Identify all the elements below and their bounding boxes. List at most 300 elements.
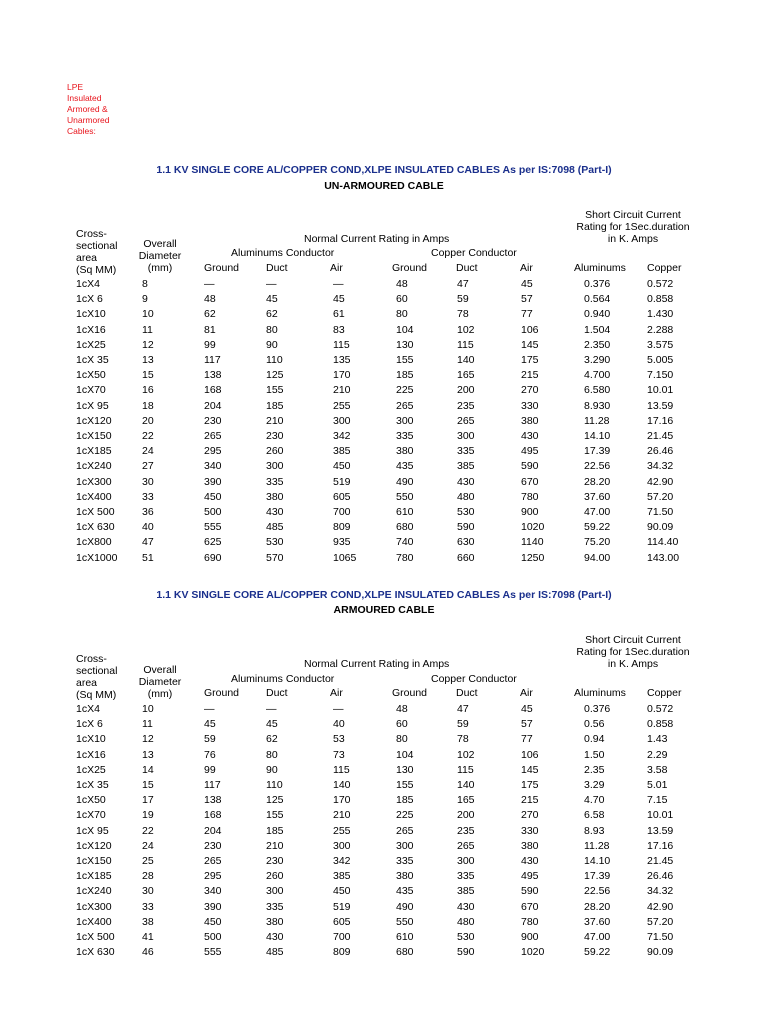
cell-sc-copper: 3.58 bbox=[647, 763, 668, 776]
cell-sc-copper: 1.430 bbox=[647, 308, 674, 321]
cell-cu-duct: 530 bbox=[457, 506, 475, 518]
cell-cu-duct: 47 bbox=[457, 703, 469, 715]
cell-size: 1cX185 bbox=[76, 870, 112, 883]
cell-sc-copper: 17.16 bbox=[647, 414, 674, 427]
cell-size: 1cX150 bbox=[76, 855, 112, 867]
cell-al-air: 45 bbox=[333, 293, 345, 306]
cell-al-air: 342 bbox=[333, 855, 351, 867]
cell-diameter: 27 bbox=[142, 460, 154, 473]
cell-sc-copper: 57.20 bbox=[647, 915, 674, 928]
cell-sc-aluminums: 0.940 bbox=[584, 308, 611, 321]
cell-sc-aluminums: 2.35 bbox=[584, 763, 605, 776]
cell-sc-copper: 21.45 bbox=[647, 430, 674, 442]
cell-diameter: 46 bbox=[142, 946, 154, 959]
cell-sc-copper: 2.288 bbox=[647, 323, 674, 336]
cell-al-duct: 260 bbox=[266, 445, 284, 458]
cell-cu-air: 1140 bbox=[521, 536, 544, 549]
cell-cu-air: 270 bbox=[521, 809, 539, 822]
cell-diameter: 17 bbox=[142, 794, 154, 807]
cell-al-ground: 117 bbox=[204, 779, 221, 791]
cell-al-air: 73 bbox=[333, 748, 345, 761]
cell-sc-aluminums: 2.350 bbox=[584, 338, 611, 351]
cell-cu-ground: 185 bbox=[396, 369, 414, 382]
cell-cu-duct: 59 bbox=[457, 293, 469, 306]
cell-diameter: 15 bbox=[142, 779, 154, 791]
cell-cu-air: 590 bbox=[521, 460, 539, 473]
cell-cu-ground: 550 bbox=[396, 915, 414, 928]
cell-sc-aluminums: 94.00 bbox=[584, 551, 611, 564]
cell-sc-aluminums: 11.28 bbox=[584, 414, 610, 427]
cell-cu-air: 430 bbox=[521, 855, 539, 867]
cell-al-duct: 125 bbox=[266, 794, 284, 807]
cell-cu-air: 330 bbox=[521, 399, 539, 412]
cell-al-duct: 185 bbox=[266, 399, 284, 412]
cell-al-ground: 555 bbox=[204, 946, 222, 959]
header-short-circuit: Short Circuit Current Rating for 1Sec.duration in K. Amps bbox=[576, 209, 690, 245]
cell-al-air: 61 bbox=[333, 308, 345, 321]
cell-sc-aluminums: 0.376 bbox=[584, 703, 611, 715]
cell-al-air: 53 bbox=[333, 733, 345, 746]
cell-cu-duct: 335 bbox=[457, 445, 475, 458]
cell-al-ground: 59 bbox=[204, 733, 216, 746]
cell-cu-air: 45 bbox=[521, 703, 533, 715]
cell-diameter: 47 bbox=[142, 536, 154, 549]
cell-al-air: 115 bbox=[333, 338, 350, 351]
cell-cu-ground: 130 bbox=[396, 338, 414, 351]
cell-cu-duct: 480 bbox=[457, 915, 475, 928]
cell-cu-ground: 680 bbox=[396, 946, 414, 959]
cell-sc-aluminums: 11.28 bbox=[584, 839, 610, 852]
cell-size: 1cX16 bbox=[76, 748, 106, 761]
cell-al-ground: 168 bbox=[204, 809, 222, 822]
cell-diameter: 11 bbox=[142, 323, 153, 336]
cell-al-duct: 430 bbox=[266, 931, 284, 943]
cell-sc-copper: 71.50 bbox=[647, 931, 674, 943]
cell-diameter: 24 bbox=[142, 839, 154, 852]
cell-size: 1cX1000 bbox=[76, 551, 118, 564]
cell-cu-ground: 225 bbox=[396, 809, 414, 822]
cell-sc-aluminums: 59.22 bbox=[584, 521, 611, 534]
cell-al-duct: — bbox=[266, 703, 277, 715]
cell-al-duct: 430 bbox=[266, 506, 284, 518]
cell-cu-air: 57 bbox=[521, 718, 533, 731]
cell-cu-duct: 115 bbox=[457, 338, 474, 351]
cell-size: 1cX 95 bbox=[76, 399, 109, 412]
cell-cu-ground: 435 bbox=[396, 885, 414, 898]
cell-al-ground: 76 bbox=[204, 748, 216, 761]
cell-cu-air: 900 bbox=[521, 506, 539, 518]
cell-sc-copper: 57.20 bbox=[647, 490, 674, 503]
cell-diameter: 12 bbox=[142, 338, 154, 351]
cell-al-ground: 690 bbox=[204, 551, 222, 564]
cell-diameter: 14 bbox=[142, 763, 154, 776]
cell-cu-air: 57 bbox=[521, 293, 533, 306]
note-line: Insulated bbox=[67, 93, 102, 103]
header-overall-diameter: Overall Diameter (mm) bbox=[138, 664, 182, 700]
cell-al-ground: 450 bbox=[204, 490, 222, 503]
header-duct-cu: Duct bbox=[456, 262, 478, 274]
cell-al-ground: 625 bbox=[204, 536, 222, 549]
cell-al-duct: 110 bbox=[266, 354, 283, 366]
cell-sc-copper: 114.40 bbox=[647, 536, 679, 549]
cell-cu-duct: 590 bbox=[457, 946, 475, 959]
cell-size: 1cX25 bbox=[76, 338, 106, 351]
cell-sc-copper: 5.005 bbox=[647, 354, 674, 366]
cell-size: 1cX 6 bbox=[76, 293, 103, 306]
note-line: LPE bbox=[67, 82, 84, 92]
cell-diameter: 15 bbox=[142, 369, 154, 382]
cell-al-ground: 204 bbox=[204, 824, 222, 837]
cell-cu-ground: 60 bbox=[396, 293, 408, 306]
cell-size: 1cX 500 bbox=[76, 506, 115, 518]
cell-cu-duct: 235 bbox=[457, 824, 475, 837]
cell-size: 1cX4 bbox=[76, 278, 100, 290]
cell-sc-aluminums: 28.20 bbox=[584, 900, 611, 913]
cell-al-air: 450 bbox=[333, 885, 351, 898]
cell-cu-air: 1250 bbox=[521, 551, 545, 564]
cell-cu-duct: 385 bbox=[457, 460, 475, 473]
section-subtitle: ARMOURED CABLE bbox=[333, 604, 435, 616]
cell-sc-copper: 0.858 bbox=[647, 293, 674, 306]
cell-cu-ground: 265 bbox=[396, 399, 414, 412]
note-line: Unarmored bbox=[67, 115, 110, 125]
cell-al-air: 605 bbox=[333, 490, 351, 503]
cell-diameter: 40 bbox=[142, 521, 154, 534]
cell-al-duct: 155 bbox=[266, 809, 284, 822]
cell-al-duct: 570 bbox=[266, 551, 284, 564]
cell-cu-air: 380 bbox=[521, 839, 539, 852]
cell-sc-aluminums: 28.20 bbox=[584, 475, 611, 488]
cell-size: 1cX800 bbox=[76, 536, 112, 549]
cell-cu-ground: 490 bbox=[396, 900, 414, 913]
cell-al-air: 300 bbox=[333, 839, 351, 852]
cell-sc-copper: 3.575 bbox=[647, 338, 674, 351]
header-air-cu: Air bbox=[520, 687, 533, 699]
cell-cu-ground: 610 bbox=[396, 506, 414, 518]
cell-al-ground: 81 bbox=[204, 323, 216, 336]
cell-sc-aluminums: 17.39 bbox=[584, 445, 611, 458]
header-aluminums-conductor: Aluminums Conductor bbox=[231, 247, 335, 259]
cell-diameter: 30 bbox=[142, 885, 154, 898]
cell-cu-duct: 78 bbox=[457, 733, 469, 746]
cell-sc-copper: 7.150 bbox=[647, 369, 674, 382]
cell-al-duct: 210 bbox=[266, 839, 284, 852]
cell-sc-aluminums: 3.29 bbox=[584, 779, 605, 791]
cell-size: 1cX 95 bbox=[76, 824, 109, 837]
cell-sc-aluminums: 6.58 bbox=[584, 809, 605, 822]
cell-cu-ground: 185 bbox=[396, 794, 414, 807]
cell-al-ground: 265 bbox=[204, 430, 222, 442]
cell-al-ground: 500 bbox=[204, 931, 222, 943]
cell-cu-air: 1020 bbox=[521, 521, 545, 534]
cell-sc-aluminums: 22.56 bbox=[584, 885, 611, 898]
cell-cu-ground: 335 bbox=[396, 855, 414, 867]
cell-cu-air: 495 bbox=[521, 445, 539, 458]
cell-al-duct: 530 bbox=[266, 536, 284, 549]
section-subtitle: UN-ARMOURED CABLE bbox=[324, 180, 444, 192]
cell-al-duct: 125 bbox=[266, 369, 284, 382]
cell-cu-ground: 265 bbox=[396, 824, 414, 837]
cell-al-air: 300 bbox=[333, 414, 351, 427]
cell-cu-ground: 780 bbox=[396, 551, 414, 564]
cell-sc-copper: 26.46 bbox=[647, 445, 674, 458]
cell-sc-aluminums: 47.00 bbox=[584, 931, 611, 943]
header-aluminums: Aluminums bbox=[574, 262, 626, 274]
note-line: Cables: bbox=[67, 126, 96, 136]
note-line: Armored & bbox=[67, 104, 108, 114]
header-ground-cu: Ground bbox=[392, 687, 428, 699]
cell-al-duct: 230 bbox=[266, 430, 284, 442]
cell-al-air: 1065 bbox=[333, 551, 357, 564]
cell-sc-aluminums: 37.60 bbox=[584, 490, 611, 503]
cell-size: 1cX10 bbox=[76, 308, 106, 321]
cell-size: 1cX70 bbox=[76, 809, 106, 822]
cell-cu-duct: 530 bbox=[457, 931, 475, 943]
cell-cu-duct: 660 bbox=[457, 551, 475, 564]
cell-al-air: 40 bbox=[333, 718, 345, 731]
header-copper: Copper bbox=[647, 262, 682, 274]
cell-cu-air: 430 bbox=[521, 430, 539, 442]
cell-al-air: 809 bbox=[333, 521, 351, 534]
header-duct-cu: Duct bbox=[456, 687, 478, 699]
cell-size: 1cX10 bbox=[76, 733, 106, 746]
cell-sc-aluminums: 6.580 bbox=[584, 384, 611, 397]
cell-al-duct: 485 bbox=[266, 521, 284, 534]
header-ground-cu: Ground bbox=[392, 262, 428, 274]
cell-cu-duct: 590 bbox=[457, 521, 475, 534]
cell-sc-copper: 13.59 bbox=[647, 399, 674, 412]
cell-cu-ground: 435 bbox=[396, 460, 414, 473]
header-copper: Copper bbox=[647, 687, 682, 699]
cell-size: 1cX 500 bbox=[76, 931, 115, 943]
header-aluminums-conductor: Aluminums Conductor bbox=[231, 673, 335, 685]
cell-cu-air: 495 bbox=[521, 870, 539, 883]
cell-size: 1cX25 bbox=[76, 763, 106, 776]
cell-al-air: 135 bbox=[333, 354, 351, 366]
cell-al-duct: 380 bbox=[266, 915, 284, 928]
header-overall-diameter: Overall Diameter (mm) bbox=[138, 238, 182, 274]
cell-al-duct: 90 bbox=[266, 338, 278, 351]
cell-cu-duct: 335 bbox=[457, 870, 475, 883]
cell-cu-ground: 80 bbox=[396, 308, 408, 321]
cell-sc-copper: 143.00 bbox=[647, 551, 680, 564]
cell-diameter: 24 bbox=[142, 445, 154, 458]
cell-cu-air: 45 bbox=[521, 278, 533, 290]
cell-diameter: 36 bbox=[142, 506, 154, 518]
cell-cu-air: 780 bbox=[521, 915, 539, 928]
cell-al-ground: 340 bbox=[204, 460, 222, 473]
cell-cu-air: 145 bbox=[521, 338, 539, 351]
cell-cu-air: 77 bbox=[521, 733, 533, 746]
cell-sc-aluminums: 37.60 bbox=[584, 915, 611, 928]
cell-al-air: 140 bbox=[333, 779, 351, 791]
cell-al-ground: 117 bbox=[204, 354, 221, 366]
cell-al-air: 809 bbox=[333, 946, 351, 959]
cell-sc-aluminums: 75.20 bbox=[584, 536, 611, 549]
cell-size: 1cX50 bbox=[76, 369, 106, 382]
cell-al-duct: 260 bbox=[266, 870, 284, 883]
cell-diameter: 33 bbox=[142, 490, 154, 503]
cell-cu-ground: 335 bbox=[396, 430, 414, 442]
cell-al-ground: 555 bbox=[204, 521, 222, 534]
cell-cu-ground: 610 bbox=[396, 931, 414, 943]
cell-sc-copper: 10.01 bbox=[647, 809, 674, 822]
cell-sc-aluminums: 8.930 bbox=[584, 399, 611, 412]
cell-cu-ground: 490 bbox=[396, 475, 414, 488]
cell-size: 1cX150 bbox=[76, 430, 112, 442]
cell-cu-air: 215 bbox=[521, 794, 539, 807]
cell-al-air: 385 bbox=[333, 445, 351, 458]
cell-cu-air: 145 bbox=[521, 763, 539, 776]
cell-cu-duct: 300 bbox=[457, 855, 475, 867]
cell-al-air: — bbox=[333, 278, 344, 290]
cell-cu-duct: 200 bbox=[457, 384, 475, 397]
cell-sc-copper: 34.32 bbox=[647, 460, 674, 473]
cell-al-ground: 340 bbox=[204, 885, 222, 898]
cell-cu-ground: 300 bbox=[396, 414, 414, 427]
cell-cu-air: 670 bbox=[521, 475, 539, 488]
cell-sc-aluminums: 1.504 bbox=[584, 323, 611, 336]
cell-cu-ground: 130 bbox=[396, 763, 414, 776]
cell-al-duct: 110 bbox=[266, 779, 283, 791]
cell-cu-duct: 385 bbox=[457, 885, 475, 898]
cell-al-ground: 230 bbox=[204, 414, 222, 427]
cell-al-air: 342 bbox=[333, 430, 351, 442]
cell-cu-air: 106 bbox=[521, 748, 539, 761]
cell-al-ground: 48 bbox=[204, 293, 216, 306]
cell-al-air: 700 bbox=[333, 931, 351, 943]
cell-sc-aluminums: 59.22 bbox=[584, 946, 611, 959]
cell-al-air: 519 bbox=[333, 475, 351, 488]
cell-cu-air: 106 bbox=[521, 323, 539, 336]
cell-al-air: 210 bbox=[333, 384, 351, 397]
cell-cu-air: 380 bbox=[521, 414, 539, 427]
cell-diameter: 8 bbox=[142, 278, 148, 290]
cell-al-duct: 62 bbox=[266, 733, 278, 746]
cell-size: 1cX 6 bbox=[76, 718, 103, 731]
cell-cu-ground: 80 bbox=[396, 733, 408, 746]
header-copper-conductor: Copper Conductor bbox=[431, 673, 517, 685]
cell-diameter: 16 bbox=[142, 384, 154, 397]
cell-size: 1cX70 bbox=[76, 384, 106, 397]
cell-cu-ground: 48 bbox=[396, 278, 408, 290]
cell-diameter: 38 bbox=[142, 915, 154, 928]
cell-cu-ground: 155 bbox=[396, 354, 414, 366]
cell-al-ground: 295 bbox=[204, 870, 222, 883]
cell-al-air: 935 bbox=[333, 536, 351, 549]
header-copper-conductor: Copper Conductor bbox=[431, 247, 517, 259]
cell-sc-copper: 10.01 bbox=[647, 384, 674, 397]
cell-al-air: 255 bbox=[333, 399, 351, 412]
cell-al-air: — bbox=[333, 703, 344, 715]
cell-cu-ground: 680 bbox=[396, 521, 414, 534]
cell-al-ground: 390 bbox=[204, 475, 222, 488]
header-ground-al: Ground bbox=[204, 262, 240, 274]
cell-cu-air: 1020 bbox=[521, 946, 545, 959]
cell-cu-air: 900 bbox=[521, 931, 539, 943]
cell-cu-duct: 430 bbox=[457, 900, 475, 913]
cell-al-air: 605 bbox=[333, 915, 351, 928]
cell-al-duct: 300 bbox=[266, 460, 284, 473]
cell-cu-air: 175 bbox=[521, 354, 539, 366]
cell-size: 1cX50 bbox=[76, 794, 106, 807]
cell-size: 1cX240 bbox=[76, 460, 112, 473]
cell-sc-aluminums: 0.94 bbox=[584, 733, 605, 746]
cell-cu-ground: 48 bbox=[396, 703, 408, 715]
cell-al-duct: 335 bbox=[266, 900, 284, 913]
cell-sc-aluminums: 4.700 bbox=[584, 369, 611, 382]
header-cross-section: Cross- sectional area (Sq MM) bbox=[76, 228, 118, 276]
cell-cu-air: 590 bbox=[521, 885, 539, 898]
cell-cu-duct: 430 bbox=[457, 475, 475, 488]
cell-diameter: 28 bbox=[142, 870, 154, 883]
cell-diameter: 9 bbox=[142, 293, 148, 306]
cell-cu-air: 77 bbox=[521, 308, 533, 321]
section-title: 1.1 KV SINGLE CORE AL/COPPER COND,XLPE INSULATED CABLES As per IS:7098 (Part-I) bbox=[156, 589, 612, 601]
header-normal-rating: Normal Current Rating in Amps bbox=[304, 658, 450, 670]
cell-size: 1cX16 bbox=[76, 323, 106, 336]
cell-cu-duct: 235 bbox=[457, 399, 475, 412]
cell-sc-aluminums: 14.10 bbox=[584, 430, 611, 442]
cell-cu-duct: 47 bbox=[457, 278, 469, 290]
header-ground-al: Ground bbox=[204, 687, 240, 699]
header-short-circuit: Short Circuit Current Rating for 1Sec.duration in K. Amps bbox=[576, 634, 690, 670]
cell-al-ground: — bbox=[204, 703, 215, 715]
header-air-al: Air bbox=[330, 687, 343, 699]
cell-al-ground: 168 bbox=[204, 384, 222, 397]
header-aluminums: Aluminums bbox=[574, 687, 626, 699]
cell-sc-copper: 0.858 bbox=[647, 718, 674, 731]
cell-cu-ground: 300 bbox=[396, 839, 414, 852]
cell-cu-ground: 550 bbox=[396, 490, 414, 503]
cell-al-ground: 45 bbox=[204, 718, 216, 731]
cell-al-air: 83 bbox=[333, 323, 345, 336]
cell-al-ground: 450 bbox=[204, 915, 222, 928]
cell-sc-copper: 2.29 bbox=[647, 748, 668, 761]
header-air-al: Air bbox=[330, 262, 343, 274]
cell-size: 1cX120 bbox=[76, 839, 112, 852]
cell-size: 1cX 630 bbox=[76, 521, 115, 534]
cell-cu-duct: 115 bbox=[457, 763, 474, 776]
cell-sc-copper: 90.09 bbox=[647, 946, 674, 959]
cell-al-air: 385 bbox=[333, 870, 351, 883]
cell-sc-aluminums: 0.564 bbox=[584, 293, 611, 306]
cell-sc-copper: 5.01 bbox=[647, 779, 668, 791]
cell-cu-duct: 265 bbox=[457, 414, 475, 427]
cell-sc-aluminums: 17.39 bbox=[584, 870, 611, 883]
cell-sc-copper: 34.32 bbox=[647, 885, 674, 898]
cell-al-ground: 265 bbox=[204, 855, 222, 867]
cell-al-air: 170 bbox=[333, 794, 351, 807]
cell-sc-aluminums: 8.93 bbox=[584, 824, 605, 837]
cell-cu-duct: 140 bbox=[457, 354, 475, 366]
cell-sc-aluminums: 22.56 bbox=[584, 460, 611, 473]
header-air-cu: Air bbox=[520, 262, 533, 274]
cell-al-duct: 335 bbox=[266, 475, 284, 488]
header-normal-rating: Normal Current Rating in Amps bbox=[304, 233, 450, 245]
cell-cu-air: 780 bbox=[521, 490, 539, 503]
cell-size: 1cX400 bbox=[76, 915, 112, 928]
cell-al-ground: 500 bbox=[204, 506, 222, 518]
cell-cu-duct: 102 bbox=[457, 323, 475, 336]
cell-sc-aluminums: 4.70 bbox=[584, 794, 605, 807]
cell-diameter: 51 bbox=[142, 551, 154, 564]
cell-cu-air: 670 bbox=[521, 900, 539, 913]
cell-diameter: 13 bbox=[142, 354, 154, 366]
cell-size: 1cX300 bbox=[76, 475, 112, 488]
cell-al-ground: 138 bbox=[204, 794, 222, 807]
cell-sc-copper: 17.16 bbox=[647, 839, 674, 852]
